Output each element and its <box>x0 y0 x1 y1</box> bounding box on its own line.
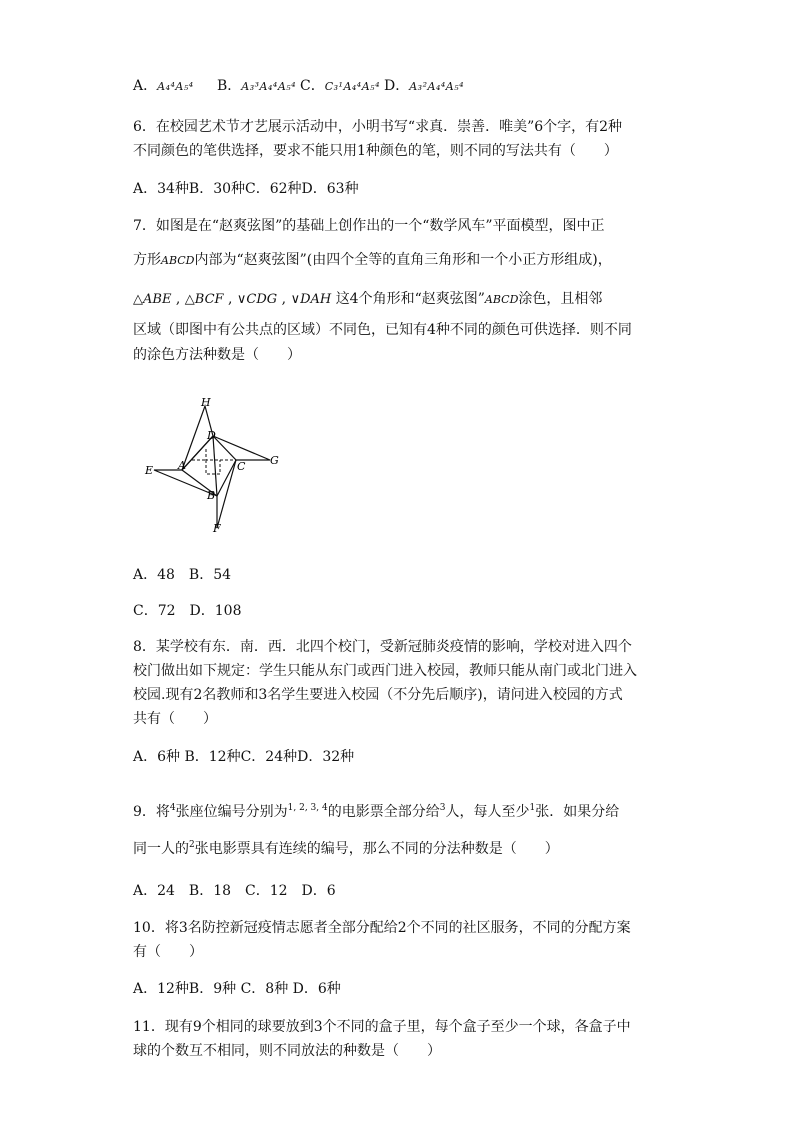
label-e: E <box>145 464 154 477</box>
label-c: C <box>237 460 246 473</box>
label-b: B <box>207 489 216 502</box>
q6-options: A．34种B．30种C．62种D．63种 <box>133 181 359 197</box>
q6-line-2: 不同颜色的笔供选择，要求不能只用1种颜色的笔，则不同的写法共有（ ） <box>133 143 618 159</box>
q5-option-a: A．A₄⁴A₅⁴ <box>133 78 194 94</box>
q7-options-row-1: A．48 B．54 <box>133 567 232 583</box>
q8-options: A．6种 B．12种C．24种D．32种 <box>133 749 355 765</box>
q7-line-1: 7．如图是在“赵爽弦图”的基础上创作出的一个“数学风车”平面模型，图中正 <box>133 218 605 234</box>
label-d: D <box>207 429 216 442</box>
q10-options: A．12种B．9种 C．8种 D．6种 <box>133 981 341 997</box>
q7-line-3: △ABE , △BCF , ∨CDG , ∨DAH 这4个角形和“赵爽弦图”ABCD涂色，且相邻 <box>133 291 603 307</box>
q11-line-1: 11．现有9个相同的球要放到3个不同的盒子里，每个盒子至少一个球，各盒子中 <box>133 1019 631 1035</box>
label-f: F <box>213 522 221 535</box>
windmill-figure <box>140 392 290 542</box>
q6-line-1: 6．在校园艺术节才艺展示活动中，小明书写“求真．崇善．唯美”6个字，有2种 <box>133 119 623 135</box>
q8-line-4: 共有（ ） <box>133 711 217 727</box>
q9-line-2: 同一人的$^2$张电影票具有连续的编号，那么不同的分法种数是（ ） <box>133 840 559 857</box>
label-g: G <box>270 454 279 467</box>
q5-option-d: D．A₃²A₄⁴A₅⁴ <box>384 78 465 94</box>
label-a: A <box>178 459 186 472</box>
label-h: H <box>201 396 211 409</box>
q8-line-2: 校门做出如下规定：学生只能从东门或西门进入校园，教师只能从南门或北门进入 <box>133 663 637 679</box>
q7-line-2: 方形ABCD内部为“赵爽弦图”(由四个全等的直角三角形和一个小正方形组成)， <box>133 252 612 268</box>
q7-options-row-2: C．72 D．108 <box>133 603 242 619</box>
q7-line-4: 区域（即图中有公共点的区域）不同色，已知有4种不同的颜色可供选择．则不同 <box>133 322 632 338</box>
q10-line-1: 10．将3名防控新冠疫情志愿者全部分配给2个不同的社区服务，不同的分配方案 <box>133 920 631 936</box>
q5-option-b: B．A₃³A₄⁴A₅⁴ <box>217 78 297 94</box>
q11-line-2: 球的个数互不相同，则不同放法的种数是（ ） <box>133 1043 441 1059</box>
q8-line-1: 8．某学校有东．南．西．北四个校门，受新冠肺炎疫情的影响，学校对进入四个 <box>133 639 632 655</box>
q7-line-5: 的涂色方法种数是（ ） <box>133 347 301 363</box>
q10-line-2: 有（ ） <box>133 944 203 960</box>
q5-option-c: C．C₃¹A₄⁴A₅⁴ <box>300 78 380 94</box>
q9-options: A．24 B．18 C．12 D．6 <box>133 883 336 899</box>
q9-line-1: 9．将$^4$张座位编号分别为$^{1, 2, 3, 4}$的电影票全部分给$^3$人，每人至少$^1$张．如果分给 <box>133 803 620 820</box>
q8-line-3: 校园.现有2名教师和3名学生要进入校园（不分先后顺序)，请问进入校园的方式 <box>133 687 623 703</box>
